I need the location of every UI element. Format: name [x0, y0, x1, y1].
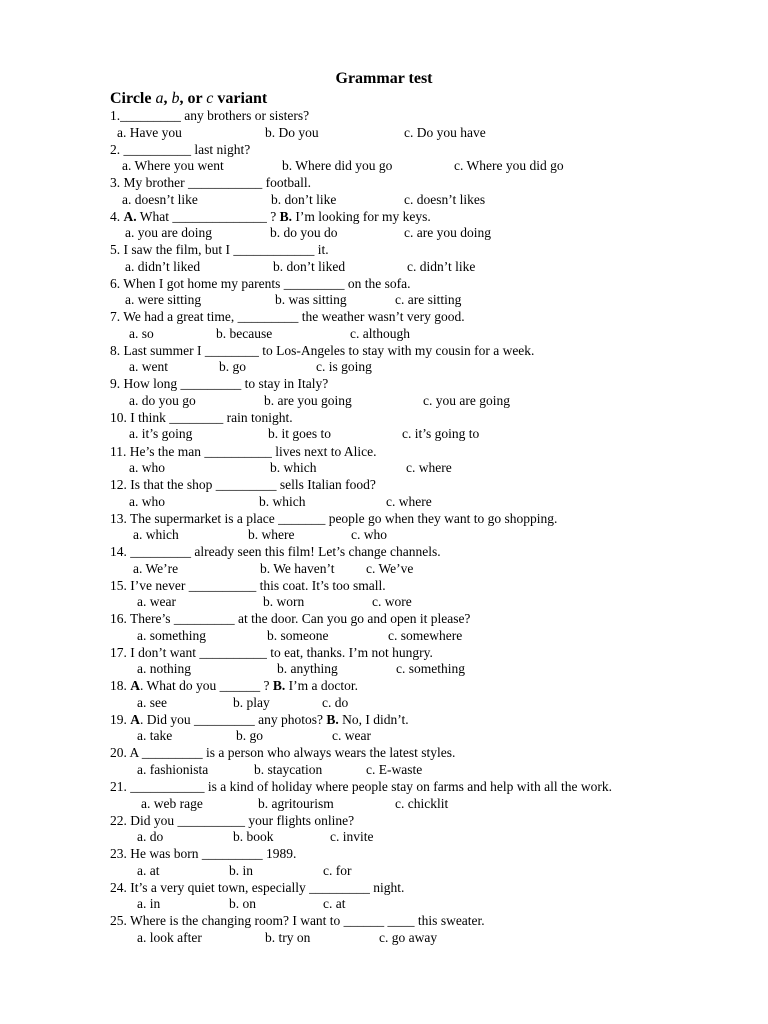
question-12-text [110, 477, 376, 493]
question-8-option-a[interactable]: a. went [129, 359, 168, 375]
question-7-option-a[interactable]: a. so [129, 325, 154, 341]
question-10-option-a[interactable]: a. it’s going [129, 426, 193, 442]
question-16-text [110, 611, 470, 627]
question-11-option-a[interactable]: a. who [129, 460, 165, 475]
question-text-part: 19. [110, 711, 131, 727]
question-25-option-b[interactable]: b. try on [265, 929, 311, 945]
question-17-text [110, 645, 433, 661]
question-3-text [110, 175, 311, 191]
question-24-option-b[interactable]: b. on [229, 896, 256, 912]
question-22-option-b[interactable]: b. book [233, 829, 274, 845]
question-7-text [110, 309, 465, 325]
question-6-option-c[interactable]: c. are sitting [395, 292, 462, 308]
question-22-text [110, 813, 354, 829]
question-18-option-b[interactable]: b. play [233, 694, 270, 710]
question-20-option-b[interactable]: b. staycation [254, 761, 323, 777]
question-8-option-b[interactable]: b. go [219, 359, 246, 375]
question-text-part: What ______________ ? [136, 208, 280, 224]
question-9-option-c[interactable]: c. you are going [423, 392, 510, 408]
question-14-option-a[interactable]: a. We’re [133, 560, 179, 576]
question-text-part: 7. We had a great time, _________ the weather wasn’t very good. [110, 309, 465, 325]
question-text-part: 2. __________ last night? [110, 141, 251, 157]
question-14-option-b[interactable]: b. We haven’t [260, 560, 335, 576]
question-2-option-c[interactable]: c. Where you did go [454, 158, 564, 174]
question-15-text [110, 578, 386, 594]
question-20-option-a[interactable]: a. fashionista [137, 761, 209, 777]
question-8-option-c[interactable]: c. is going [316, 359, 372, 375]
question-text-part: 13. The supermarket is a place _______ people go when they want to go shopping. [110, 510, 558, 526]
question-text-part: 20. A _________ is a person who always wears the latest styles. [110, 745, 456, 761]
question-24-option-c[interactable]: c. at [323, 896, 346, 912]
question-text-part: 6. When I got home my parents _________ on the sofa. [110, 275, 411, 291]
question-12-option-a[interactable]: a. who [129, 493, 165, 509]
question-7-option-c[interactable]: c. although [350, 325, 410, 341]
question-4-option-b[interactable]: b. do you do [270, 225, 338, 241]
question-19-option-c[interactable]: c. wear [332, 728, 371, 744]
instruction-variant-c: c [206, 90, 214, 107]
question-11-text [110, 444, 376, 460]
question-6-text [110, 276, 410, 292]
speaker-marker: B. [326, 711, 339, 727]
question-text-part: 3. My brother ___________ football. [110, 175, 311, 191]
question-2-text [110, 142, 250, 158]
question-19-option-a[interactable]: a. take [137, 728, 173, 744]
question-23-text [110, 846, 296, 862]
speaker-marker: B. [279, 208, 292, 224]
question-15-option-a[interactable]: a. wear [137, 594, 176, 610]
question-6-option-a[interactable]: a. were sitting [125, 292, 202, 308]
question-16-option-c[interactable]: c. somewhere [388, 627, 463, 643]
question-10-option-c[interactable]: c. it’s going to [402, 426, 480, 442]
question-7-option-b[interactable]: b. because [216, 325, 273, 341]
instruction-sep-2: , or [179, 90, 207, 107]
question-13-option-c[interactable]: c. who [351, 527, 387, 543]
speaker-marker: B. [272, 678, 286, 694]
question-text-part: 14. _________ already seen this film! Let’s change channels. [110, 544, 441, 560]
question-14-option-c[interactable]: c. We’ve [366, 560, 414, 576]
question-14-text [110, 544, 441, 560]
question-9-option-a[interactable]: a. do you go [129, 392, 196, 408]
question-25-text [110, 913, 485, 929]
question-4-option-a[interactable]: a. you are doing [125, 225, 212, 241]
question-3-option-b[interactable]: b. don’t like [271, 191, 337, 207]
instruction-variant-b: b [171, 90, 180, 107]
question-text-part: 18. [110, 678, 131, 694]
question-11-option-c[interactable]: c. where [406, 460, 452, 475]
question-6-option-b[interactable]: b. was sitting [275, 292, 347, 308]
question-text-part: 9. How long _________ to stay in Italy? [110, 376, 329, 392]
question-text-part: 22. Did you __________ your flights online? [110, 812, 355, 828]
question-4-text [110, 209, 431, 225]
question-18-option-c[interactable]: c. do [322, 694, 349, 710]
question-text-part: 10. I think ________ rain tonight. [110, 409, 293, 425]
question-18-option-a[interactable]: a. see [137, 694, 167, 710]
instruction-heading [110, 89, 267, 109]
question-1-option-c[interactable]: c. Do you have [404, 124, 486, 140]
question-19-option-b[interactable]: b. go [236, 728, 263, 744]
question-23-option-a[interactable]: a. at [137, 862, 160, 878]
question-12-option-b[interactable]: b. which [259, 493, 306, 509]
question-text-part: . Did you _________ any photos? [140, 711, 327, 727]
page-title: Grammar test [335, 70, 433, 87]
question-2-option-b[interactable]: b. Where did you go [282, 158, 393, 174]
question-9-option-b[interactable]: b. are you going [264, 392, 352, 408]
question-10-option-b[interactable]: b. it goes to [268, 426, 331, 442]
question-text-part: 25. Where is the changing room? I want to ______ ____ this sweater. [110, 913, 485, 929]
question-5-option-c[interactable]: c. didn’t like [407, 258, 476, 274]
question-text-part: 4. [110, 208, 124, 224]
question-1-option-a[interactable]: a. Have you [117, 124, 182, 140]
question-1-text [110, 108, 309, 124]
question-16-option-a[interactable]: a. something [137, 627, 206, 643]
question-15-option-b[interactable]: b. worn [263, 594, 305, 610]
question-15-option-c[interactable]: c. wore [372, 594, 412, 610]
instruction-variant-a: a [155, 90, 164, 107]
question-22-option-a[interactable]: a. do [137, 829, 164, 845]
question-4-option-c[interactable]: c. are you doing [404, 225, 491, 241]
question-24-option-a[interactable]: a. in [137, 896, 161, 912]
question-13-option-b[interactable]: b. where [248, 527, 295, 543]
question-2-option-a[interactable]: a. Where you went [122, 158, 224, 174]
question-24-text [110, 880, 404, 896]
speaker-marker: A [130, 678, 140, 694]
question-5-option-a[interactable]: a. didn’t liked [125, 258, 201, 274]
question-text-part: 24. It’s a very quiet town, especially _________ night. [110, 879, 405, 895]
question-25-option-a[interactable]: a. look after [137, 929, 202, 945]
instruction-suffix: variant [213, 90, 268, 107]
question-17-option-c[interactable]: c. something [396, 661, 465, 677]
question-18-text [110, 678, 358, 694]
question-12-option-c[interactable]: c. where [386, 493, 432, 509]
question-10-text [110, 410, 293, 426]
question-16-option-b[interactable]: b. someone [267, 627, 329, 643]
question-text-part: 16. There’s _________ at the door. Can you go and open it please? [110, 611, 471, 627]
question-8-text [110, 343, 534, 359]
question-17-option-a[interactable]: a. nothing [137, 661, 191, 677]
question-23-option-c[interactable]: c. for [323, 862, 352, 878]
question-text-part: I’m looking for my keys. [292, 208, 431, 224]
question-text-part: 5. I saw the film, but I ____________ it. [110, 242, 329, 258]
question-3-option-a[interactable]: a. doesn’t like [122, 191, 198, 207]
question-5-option-b[interactable]: b. don’t liked [273, 258, 346, 274]
question-9-text [110, 376, 328, 392]
instruction-sep-1: , [163, 90, 172, 107]
question-1-option-b[interactable]: b. Do you [265, 124, 319, 140]
question-23-option-b[interactable]: b. in [229, 862, 254, 878]
question-25-option-c[interactable]: c. go away [379, 929, 438, 945]
question-text-part: I’m a doctor. [285, 678, 358, 694]
question-20-option-c[interactable]: c. E-waste [366, 761, 423, 777]
question-text-part: . What do you ______ ? [140, 678, 273, 694]
speaker-marker: A [130, 711, 140, 727]
question-text-part: 23. He was born _________ 1989. [110, 846, 297, 862]
question-11-option-b[interactable]: b. which [270, 460, 317, 475]
question-text-part: 17. I don’t want __________ to eat, thanks. I’m not hungry. [110, 644, 433, 660]
question-21-option-b[interactable]: b. agritourism [258, 795, 334, 811]
question-text-part: 12. Is that the shop _________ sells Italian food? [110, 477, 376, 493]
question-text-part: 1._________ any brothers or sisters? [110, 108, 310, 123]
question-text-part: 8. Last summer I ________ to Los-Angeles to stay with my cousin for a week. [110, 342, 535, 358]
question-21-option-a[interactable]: a. web rage [141, 795, 203, 811]
question-5-text [110, 242, 329, 258]
question-text-part: No, I didn’t. [338, 711, 409, 727]
question-21-option-c[interactable]: c. chicklit [395, 795, 449, 811]
question-text-part: 21. ___________ is a kind of holiday where people stay on farms and help with all the work. [110, 779, 613, 794]
question-text-part: 15. I’ve never __________ this coat. It’s too small. [110, 577, 386, 593]
question-13-option-a[interactable]: a. which [133, 527, 179, 543]
instruction-prefix: Circle [110, 90, 156, 107]
question-20-text [110, 745, 455, 761]
question-text-part: 11. He’s the man __________ lives next to Alice. [110, 443, 377, 459]
question-13-text [110, 511, 557, 527]
question-19-text [110, 712, 409, 728]
question-3-option-c[interactable]: c. doesn’t likes [404, 191, 486, 207]
question-22-option-c[interactable]: c. invite [330, 829, 374, 845]
question-21-text [110, 779, 612, 795]
question-17-option-b[interactable]: b. anything [277, 661, 338, 677]
speaker-marker: A. [123, 208, 137, 224]
